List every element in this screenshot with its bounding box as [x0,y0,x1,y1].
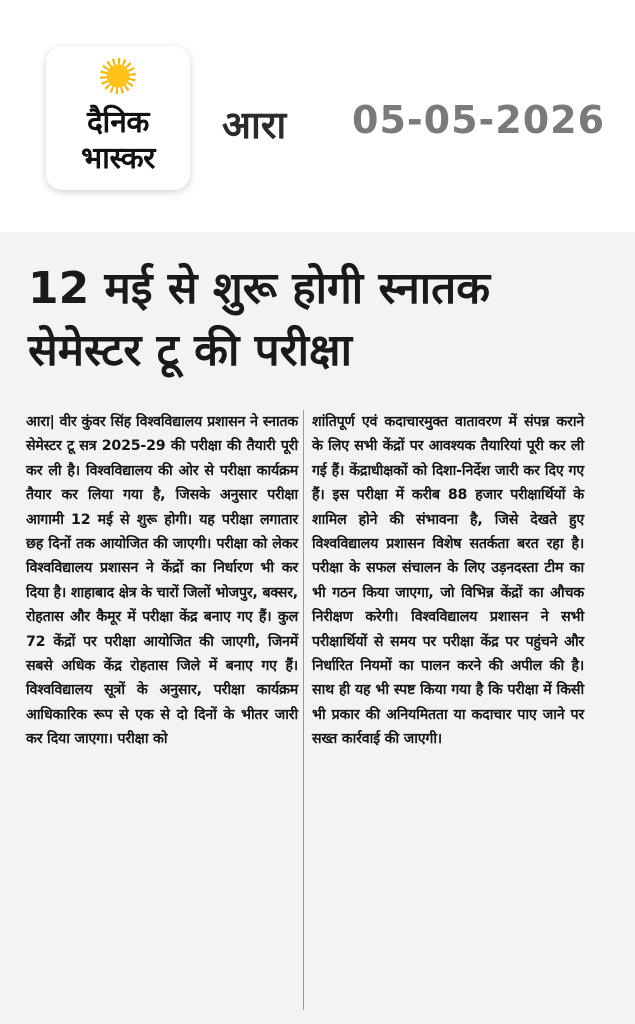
column-divider [303,410,304,1010]
headline-line1: 12 मई से शुरू होगी स्नातक [28,263,491,314]
logo-text-line1: दैनिक [87,105,149,140]
sun-icon [100,58,136,94]
edition-date: 05-05-2026 [352,98,606,142]
article-column-right: शांतिपूर्ण एवं कदाचारमुक्त वातावरण में संपन्न कराने के लिए सभी केंद्रों पर आवश्यक तैयारियां पूरी कर ली गई हैं। केंद्राधीक्षकों को दिशा-निर्देश जारी कर दिए गए हैं। इस परीक्षा में करीब 88 हजार परीक्षार्थियों के शामिल होने की संभावना है, जिसे देखते हुए विश्वविद्यालय प्रशासन विशेष सतर्कता बरत रहा है। परीक्षा के सफल संचालन के लिए उड़नदस्ता टीम का भी गठन किया जाएगा, जो विभिन्न केंद्रों का औचक निरीक्षण करेगी। विश्वविद्यालय प्रशासन ने सभी परीक्षार्थियों से समय पर परीक्षा केंद्र पर पहुंचने और निर्धारित नियमों का पालन करने की अपील की है। साथ ही यह भी स्पष्ट किया गया है कि परीक्षा में किसी भी प्रकार की अनियमितता या कदाचार पाए जाने पर सख्त कार्रवाई की जाएगी। [312,414,584,748]
logo-text-line2: भास्कर [81,141,155,176]
article-column-left: आरा| वीर कुंवर सिंह विश्वविद्यालय प्रशासन ने स्नातक सेमेस्टर टू सत्र 2025-29 की परीक्षा की तैयारी पूरी कर ली है। विश्वविद्यालय की ओर से परीक्षा कार्यक्रम तैयार कर लिया गया है, जिसके अनुसार परीक्षा आगामी 12 मई से शुरू होगी। यह परीक्षा लगातार छह दिनों तक आयोजित की जाएगी। परीक्षा को लेकर विश्वविद्यालय प्रशासन ने केंद्रों का निर्धारण भी कर दिया है। शाहाबाद क्षेत्र के चारों जिलों भोजपुर, बक्सर, रोहतास और कैमूर में परीक्षा केंद्र बनाए गए हैं। कुल 72 केंद्रों पर परीक्षा आयोजित की जाएगी, जिनमें सबसे अधिक केंद्र रोहतास जिले में बनाए गए हैं। विश्वविद्यालय सूत्रों के अनुसार, परीक्षा कार्यक्रम आधिकारिक रूप से एक से दो दिनों के भीतर जारी कर दिया जाएगा। परीक्षा को [26,414,298,748]
article-headline [28,258,618,382]
page-header [0,0,635,230]
edition-city: आरा [222,103,287,147]
headline-line2: सेमेस्टर टू की परीक्षा [28,325,352,376]
